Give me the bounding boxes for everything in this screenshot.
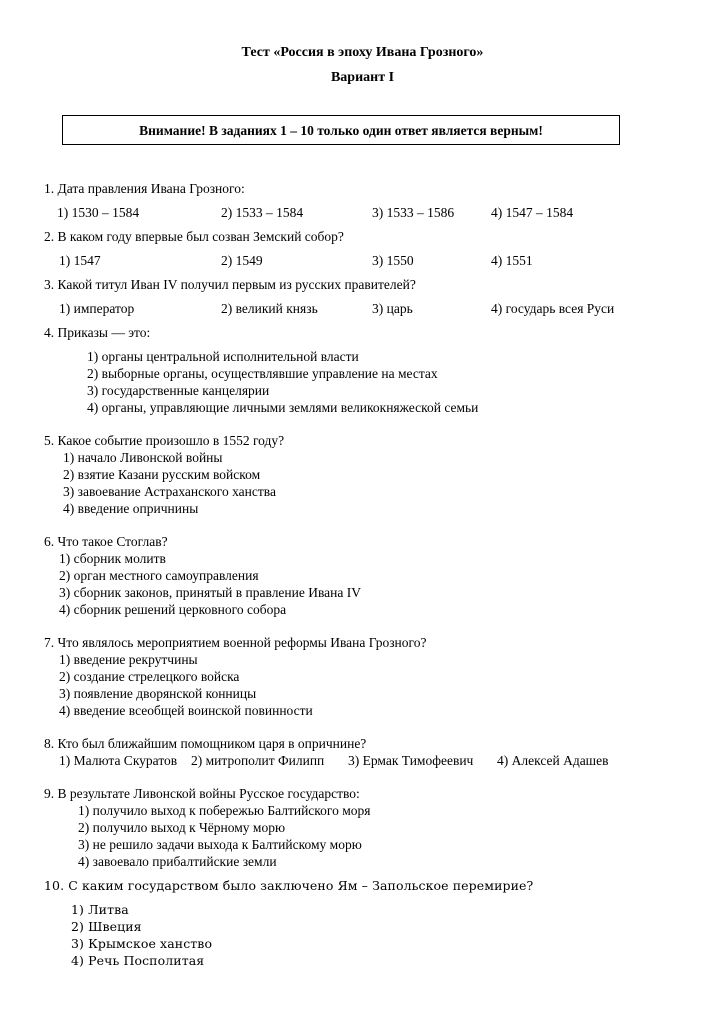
question-2: 2. В каком году впервые был созван Земский собор? bbox=[44, 229, 344, 244]
q2-option-1: 1) 1547 bbox=[59, 253, 101, 268]
q1-option-4: 4) 1547 – 1584 bbox=[491, 205, 574, 220]
q3-option-2: 2) великий князь bbox=[221, 301, 318, 316]
page-title: Тест «Россия в эпоху Ивана Грозного» bbox=[241, 45, 484, 60]
q10-option-2: 2) Швеция bbox=[71, 919, 142, 934]
q9-option-1: 1) получило выход к побережью Балтийского моря bbox=[78, 803, 371, 818]
question-4: 4. Приказы — это: bbox=[44, 325, 151, 340]
q5-option-3: 3) завоевание Астраханского ханства bbox=[63, 484, 276, 499]
question-10: 10. С каким государством было заключено Ям – Запольское перемирие? bbox=[44, 878, 534, 893]
q6-option-2: 2) орган местного самоуправления bbox=[59, 568, 259, 583]
q6-option-4: 4) сборник решений церковного собора bbox=[59, 602, 287, 617]
q7-option-2: 2) создание стрелецкого войска bbox=[59, 669, 240, 684]
q3-option-3: 3) царь bbox=[372, 301, 413, 316]
q8-option-4: 4) Алексей Адашев bbox=[497, 753, 609, 768]
q4-option-3: 3) государственные канцелярии bbox=[87, 383, 270, 398]
notice-text: Внимание! В заданиях 1 – 10 только один ответ является верным! bbox=[139, 123, 543, 138]
q8-option-2: 2) митрополит Филипп bbox=[191, 753, 325, 768]
q2-option-2: 2) 1549 bbox=[221, 253, 263, 268]
question-9: 9. В результате Ливонской войны Русское государство: bbox=[44, 786, 360, 801]
q8-option-3: 3) Ермак Тимофеевич bbox=[348, 753, 474, 768]
notice-box bbox=[62, 115, 620, 145]
q4-option-4: 4) органы, управляющие личными землями великокняжеской семьи bbox=[87, 400, 479, 415]
question-3: 3. Какой титул Иван IV получил первым из русских правителей? bbox=[44, 277, 416, 292]
q1-option-3: 3) 1533 – 1586 bbox=[372, 205, 455, 220]
q4-option-2: 2) выборные органы, осуществлявшие управление на местах bbox=[87, 366, 438, 381]
q1-option-2: 2) 1533 – 1584 bbox=[221, 205, 304, 220]
question-6: 6. Что такое Стоглав? bbox=[44, 534, 168, 549]
q2-option-4: 4) 1551 bbox=[491, 253, 533, 268]
q9-option-2: 2) получило выход к Чёрному морю bbox=[78, 820, 286, 835]
q6-option-1: 1) сборник молитв bbox=[59, 551, 166, 566]
q6-option-3: 3) сборник законов, принятый в правление Ивана IV bbox=[59, 585, 362, 600]
question-8: 8. Кто был ближайшим помощником царя в опричнине? bbox=[44, 736, 367, 751]
q10-option-3: 3) Крымское ханство bbox=[71, 936, 213, 951]
q5-option-1: 1) начало Ливонской войны bbox=[63, 450, 223, 465]
q7-option-4: 4) введение всеобщей воинской повинности bbox=[59, 703, 313, 718]
q5-option-2: 2) взятие Казани русским войском bbox=[63, 467, 261, 482]
q1-option-1: 1) 1530 – 1584 bbox=[57, 205, 140, 220]
question-7: 7. Что являлось мероприятием военной реформы Ивана Грозного? bbox=[44, 635, 427, 650]
q2-option-3: 3) 1550 bbox=[372, 253, 414, 268]
question-5: 5. Какое событие произошло в 1552 году? bbox=[44, 433, 285, 448]
q9-option-4: 4) завоевало прибалтийские земли bbox=[78, 854, 277, 869]
q3-option-4: 4) государь всея Руси bbox=[491, 301, 615, 316]
q5-option-4: 4) введение опричнины bbox=[63, 501, 199, 516]
q3-option-1: 1) император bbox=[59, 301, 135, 316]
q7-option-1: 1) введение рекрутчины bbox=[59, 652, 198, 667]
q4-option-1: 1) органы центральной исполнительной власти bbox=[87, 349, 359, 364]
q8-option-1: 1) Малюта Скуратов bbox=[59, 753, 178, 768]
q9-option-3: 3) не решило задачи выхода к Балтийскому морю bbox=[78, 837, 362, 852]
question-1: 1. Дата правления Ивана Грозного: bbox=[44, 181, 245, 196]
q7-option-3: 3) появление дворянской конницы bbox=[59, 686, 257, 701]
variant-label: Вариант I bbox=[330, 70, 395, 85]
q10-option-1: 1) Литва bbox=[71, 902, 129, 917]
q10-option-4: 4) Речь Посполитая bbox=[71, 953, 205, 968]
